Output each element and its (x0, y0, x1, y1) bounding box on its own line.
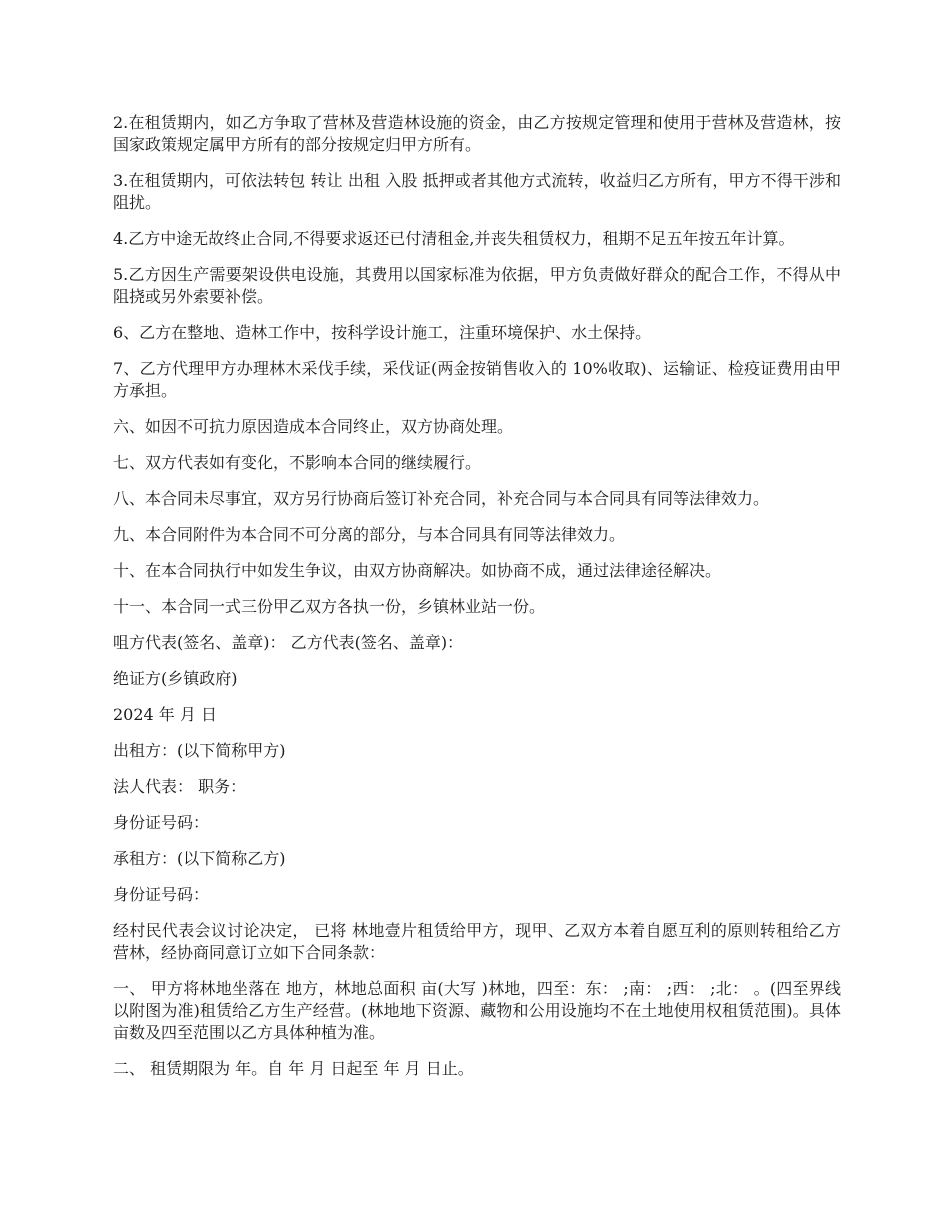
lessor-line: 出租方：(以下简称甲方) (113, 741, 286, 760)
signature-line: 咀方代表(签名、盖章)： 乙方代表(签名、盖章)： (113, 633, 464, 652)
witness-line: 绝证方(乡镇政府) (113, 669, 238, 688)
date-line: 2024 年 月 日 (113, 705, 217, 724)
clause-6-land-prep: 6、乙方在整地、造林工作中，按科学设计施工，注重环境保护、水土保持。 (113, 323, 652, 342)
article-8-supplementary-contract: 八、本合同未尽事宜，双方另行协商后签订补充合同，补充合同与本合同具有同等法律效力。 (113, 489, 770, 508)
lessor-id-line: 身份证号码： (113, 813, 210, 832)
clause-2-funding: 2.在租赁期内，如乙方争取了营林及营造林设施的资金，由乙方按规定管理和使用于营林及营造林，按国家政策规定属甲方所有的部分按规定归甲方所有。 (113, 113, 841, 154)
article-9-attachments: 九、本合同附件为本合同不可分离的部分，与本合同具有同等法律效力。 (113, 525, 626, 544)
article-1-land-location: 一、 甲方将林地坐落在 地方，林地总面积 亩(大写 )林地，四至：东： ;南： ;西： ;北： 。(四至界线以附图为准)租赁给乙方生产经营。(林地地下资源、藏物和公用设施均不在土地使用权租赁范围)。具体亩数及四至范围以乙方具体种植为准。 (113, 979, 841, 1042)
clause-4-termination: 4.乙方中途无故终止合同,不得要求返还已付清租金,并丧失租赁权力，租期不足五年按五年计算。 (113, 229, 795, 248)
clause-5-power-supply: 5.乙方因生产需要架设供电设施，其费用以国家标准为依据，甲方负责做好群众的配合工作，不得从中阻挠或另外索要补偿。 (113, 265, 841, 306)
article-10-disputes: 十、在本合同执行中如发生争议，由双方协商解决。如协商不成，通过法律途径解决。 (113, 561, 722, 580)
article-2-lease-term: 二、 租赁期限为 年。自 年 月 日起至 年 月 日止。 (113, 1059, 474, 1078)
document-page (113, 112, 841, 1094)
article-11-copies: 十一、本合同一式三份甲乙双方各执一份，乡镇林业站一份。 (113, 597, 546, 616)
clause-3-transfer: 3.在租赁期内，可依法转包 转让 出租 入股 抵押或者其他方式流转，收益归乙方所有，甲方不得干涉和阻扰。 (113, 171, 841, 212)
lessee-line: 承租方：(以下简称乙方) (113, 849, 286, 868)
preamble: 经村民代表会议讨论决定， 已将 林地壹片租赁给甲方，现甲、乙双方本着自愿互利的原则转租给乙方营林，经协商同意订立如下合同条款： (113, 921, 841, 962)
lessee-id-line: 身份证号码： (113, 885, 210, 904)
clause-7-logging-permits: 7、乙方代理甲方办理林木采伐手续，采伐证(两金按销售收入的 10%收取)、运输证、检疫证费用由甲方承担。 (113, 359, 841, 400)
article-6-force-majeure: 六、如因不可抗力原因造成本合同终止，双方协商处理。 (113, 417, 514, 436)
legal-rep-line: 法人代表： 职务： (113, 777, 247, 796)
article-7-representative-change: 七、双方代表如有变化，不影响本合同的继续履行。 (113, 453, 482, 472)
